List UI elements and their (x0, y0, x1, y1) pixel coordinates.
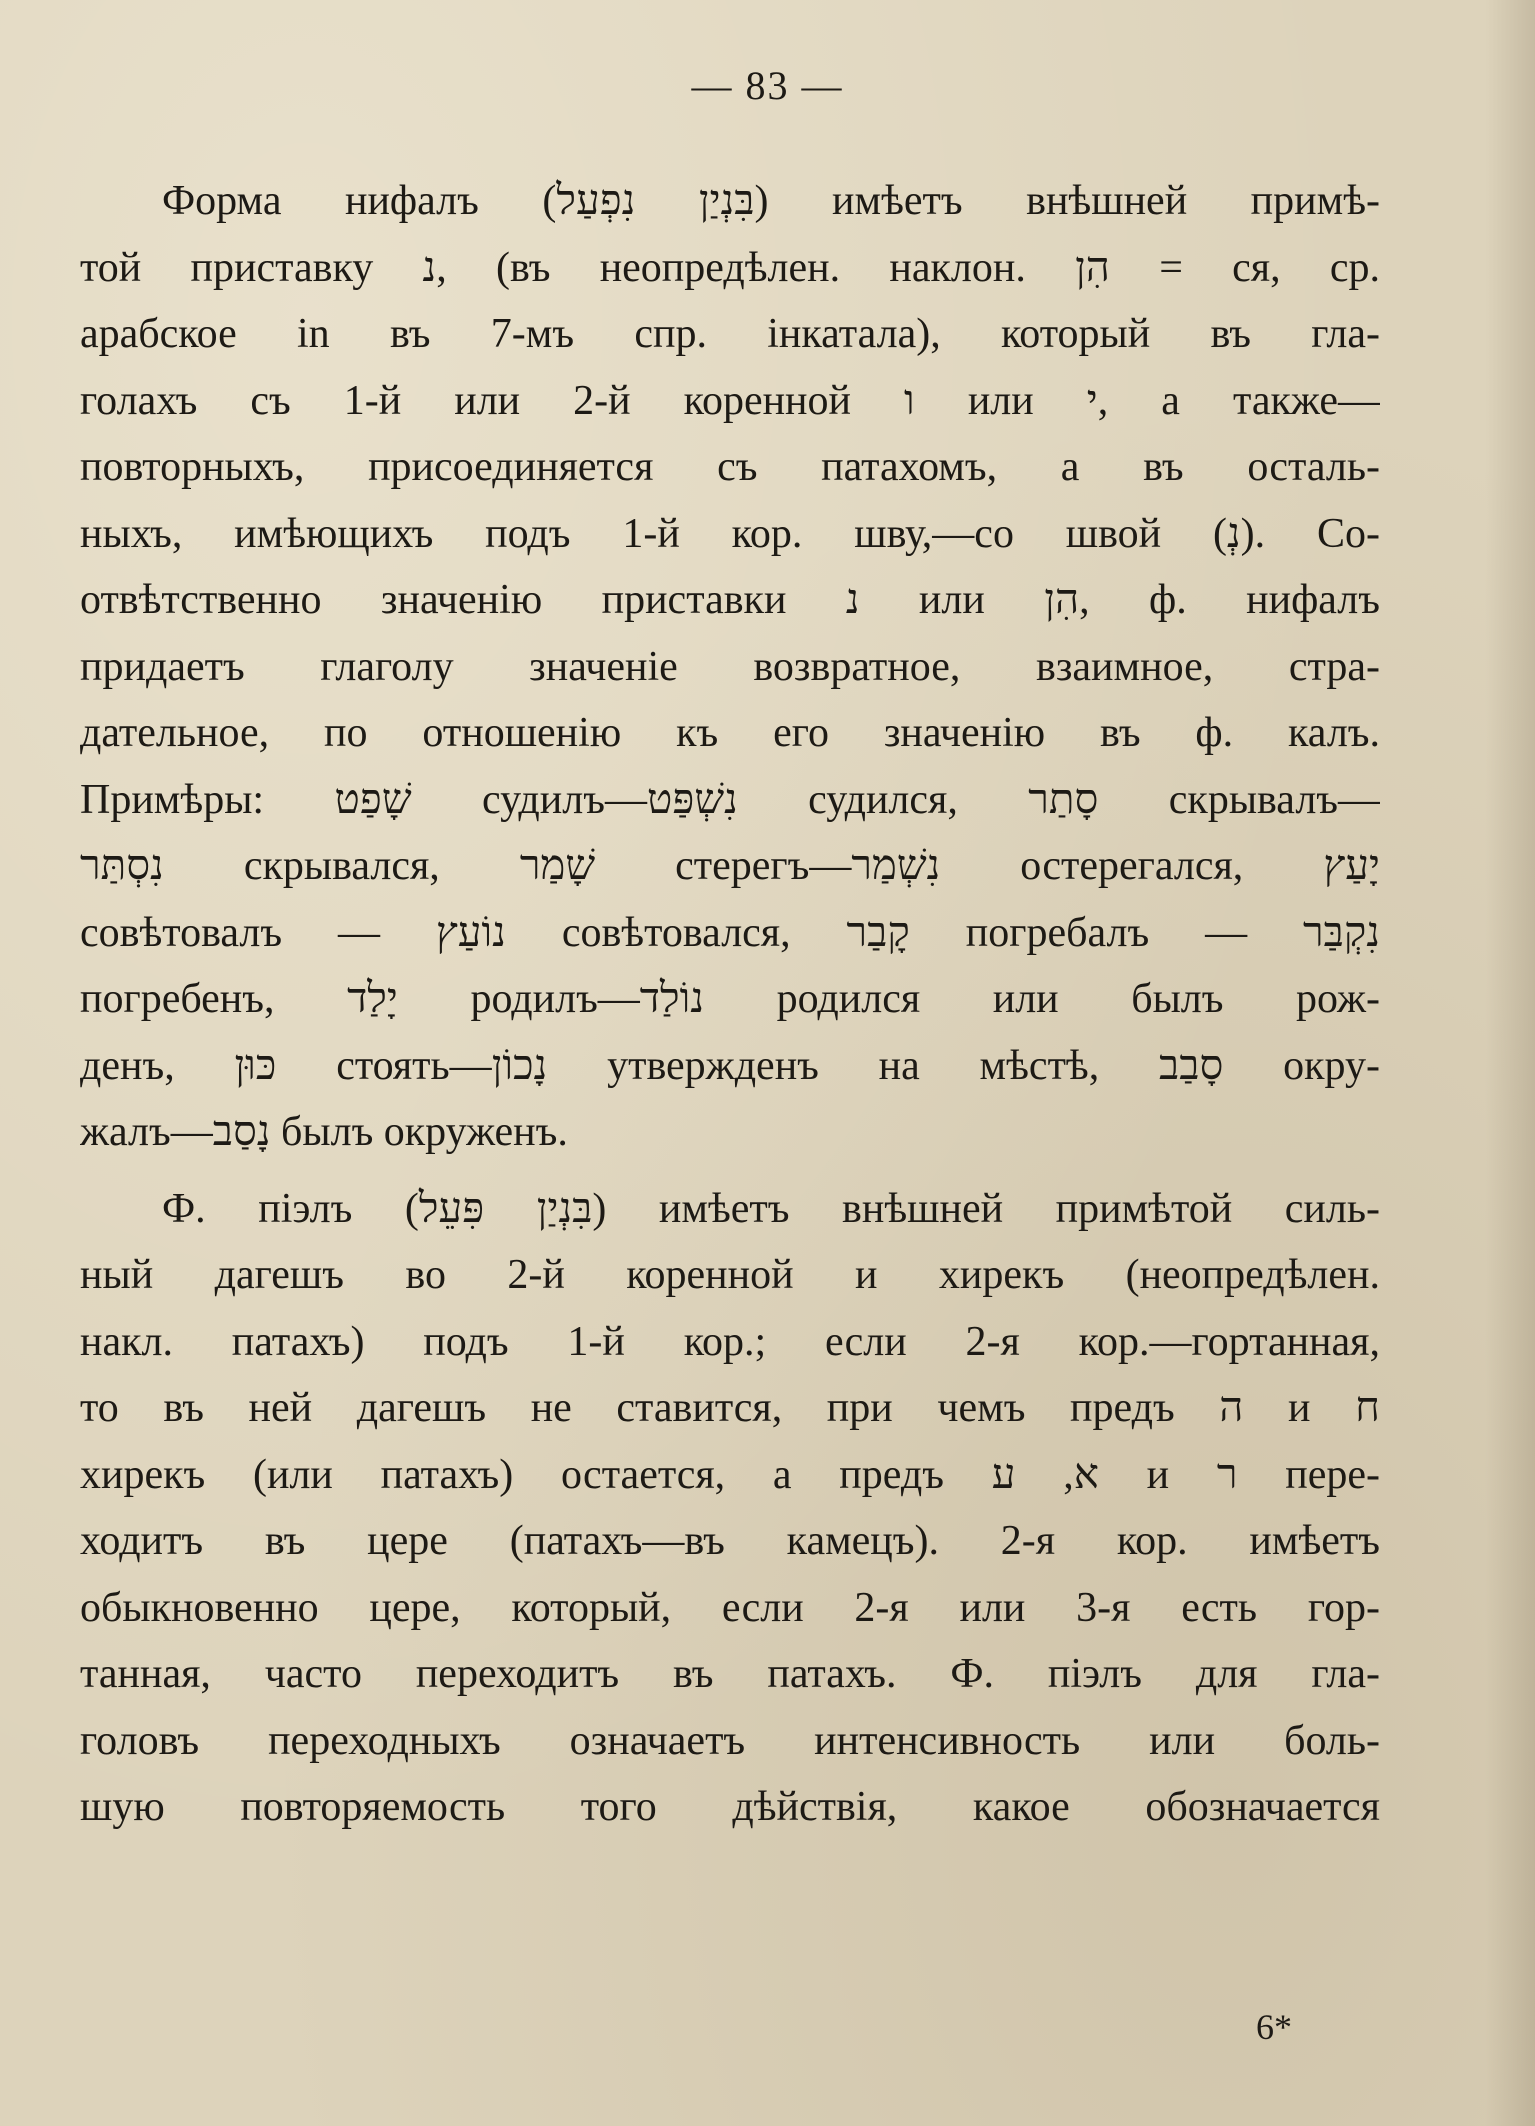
text-line: арабское in въ 7-мъ спр. iнкатала), который въ гла- (80, 311, 1380, 357)
paragraph-gap (80, 1166, 1380, 1176)
text-line: ходитъ въ цере (патахъ—въ камецъ). 2-я кор. имѣетъ (80, 1518, 1380, 1564)
text-line: совѣтовалъ — נוֹעַץ совѣтовался, קָבַר погребалъ — נִקְבַּר (80, 909, 1380, 956)
text-line: денъ, כּוּן стоять—נָכוֹן утвержденъ на мѣстѣ, סָבַב окру- (80, 1042, 1380, 1089)
text-line: той приставку נ, (въ неопредѣлен. наклон. הִן = ся, ср. (80, 244, 1380, 291)
text-line: придаетъ глаголу значенiе возвратное, взаимное, стра- (80, 643, 1380, 690)
text-line: ныхъ, имѣющихъ подъ 1-й кор. шву,—со швой (נְ). Со- (80, 510, 1380, 557)
text-line: то въ ней дагешъ не ставится, при чемъ предъ ה и ח (80, 1385, 1380, 1431)
text-line: танная, часто переходитъ въ патахъ. Ф. пiэлъ для гла- (80, 1651, 1380, 1697)
page-number: — 83 — (691, 63, 844, 108)
text-line: головъ переходныхъ означаетъ интенсивность или боль- (80, 1717, 1380, 1764)
body-text (80, 168, 1380, 1841)
text-line: хирекъ (или патахъ) остается, а предъ א, ע и ר пере- (80, 1451, 1380, 1498)
text-line: жалъ—נָסַב былъ окруженъ. (80, 1109, 568, 1155)
text-line: накл. патахъ) подъ 1-й кор.; если 2-я кор.—гортанная, (80, 1318, 1380, 1365)
text-line: обыкновенно цере, который, если 2-я или 3-я есть гор- (80, 1584, 1380, 1631)
printer-signature-mark: 6* (1256, 2007, 1292, 2047)
paragraph-nifal (80, 168, 1380, 1166)
text-line: Примѣры: שָׁפַט судилъ—נִשְׁפַּט судился, סָתַר скрывалъ— (80, 776, 1380, 823)
text-line: отвѣтственно значенiю приставки נ или הִן, ф. нифалъ (80, 577, 1380, 623)
text-line: погребенъ, יָלַד родилъ—נוֹלַד родился или былъ рож- (80, 976, 1380, 1022)
text-line: дательное, по отношенiю къ его значенiю въ ф. калъ. (80, 710, 1380, 756)
text-line: шую повторяемость того дѣйствiя, какое обозначается (80, 1784, 1380, 1830)
text-line: голахъ съ 1-й или 2-й коренной ו или י, а также— (80, 377, 1380, 424)
text-line: Форма нифалъ (בִּנְיַן נִפְעַל) имѣетъ внѣшней примѣ- (162, 178, 1380, 224)
page-edge-shadow (1485, 0, 1535, 2126)
text-line: Ф. пiэлъ (בִּנְיַן פִּעֵל) имѣетъ внѣшней примѣтой силь- (162, 1185, 1380, 1232)
text-line: ный дагешъ во 2-й коренной и хирекъ (неопредѣлен. (80, 1252, 1380, 1298)
paragraph-piel (80, 1176, 1380, 1841)
text-line: נִסְתַּר скрывался, שָׁמַר стерегъ—נִשְׁמַר остерегался, יָעַץ (80, 843, 1380, 889)
text-line: повторныхъ, присоединяется съ патахомъ, а въ осталь- (80, 444, 1380, 490)
